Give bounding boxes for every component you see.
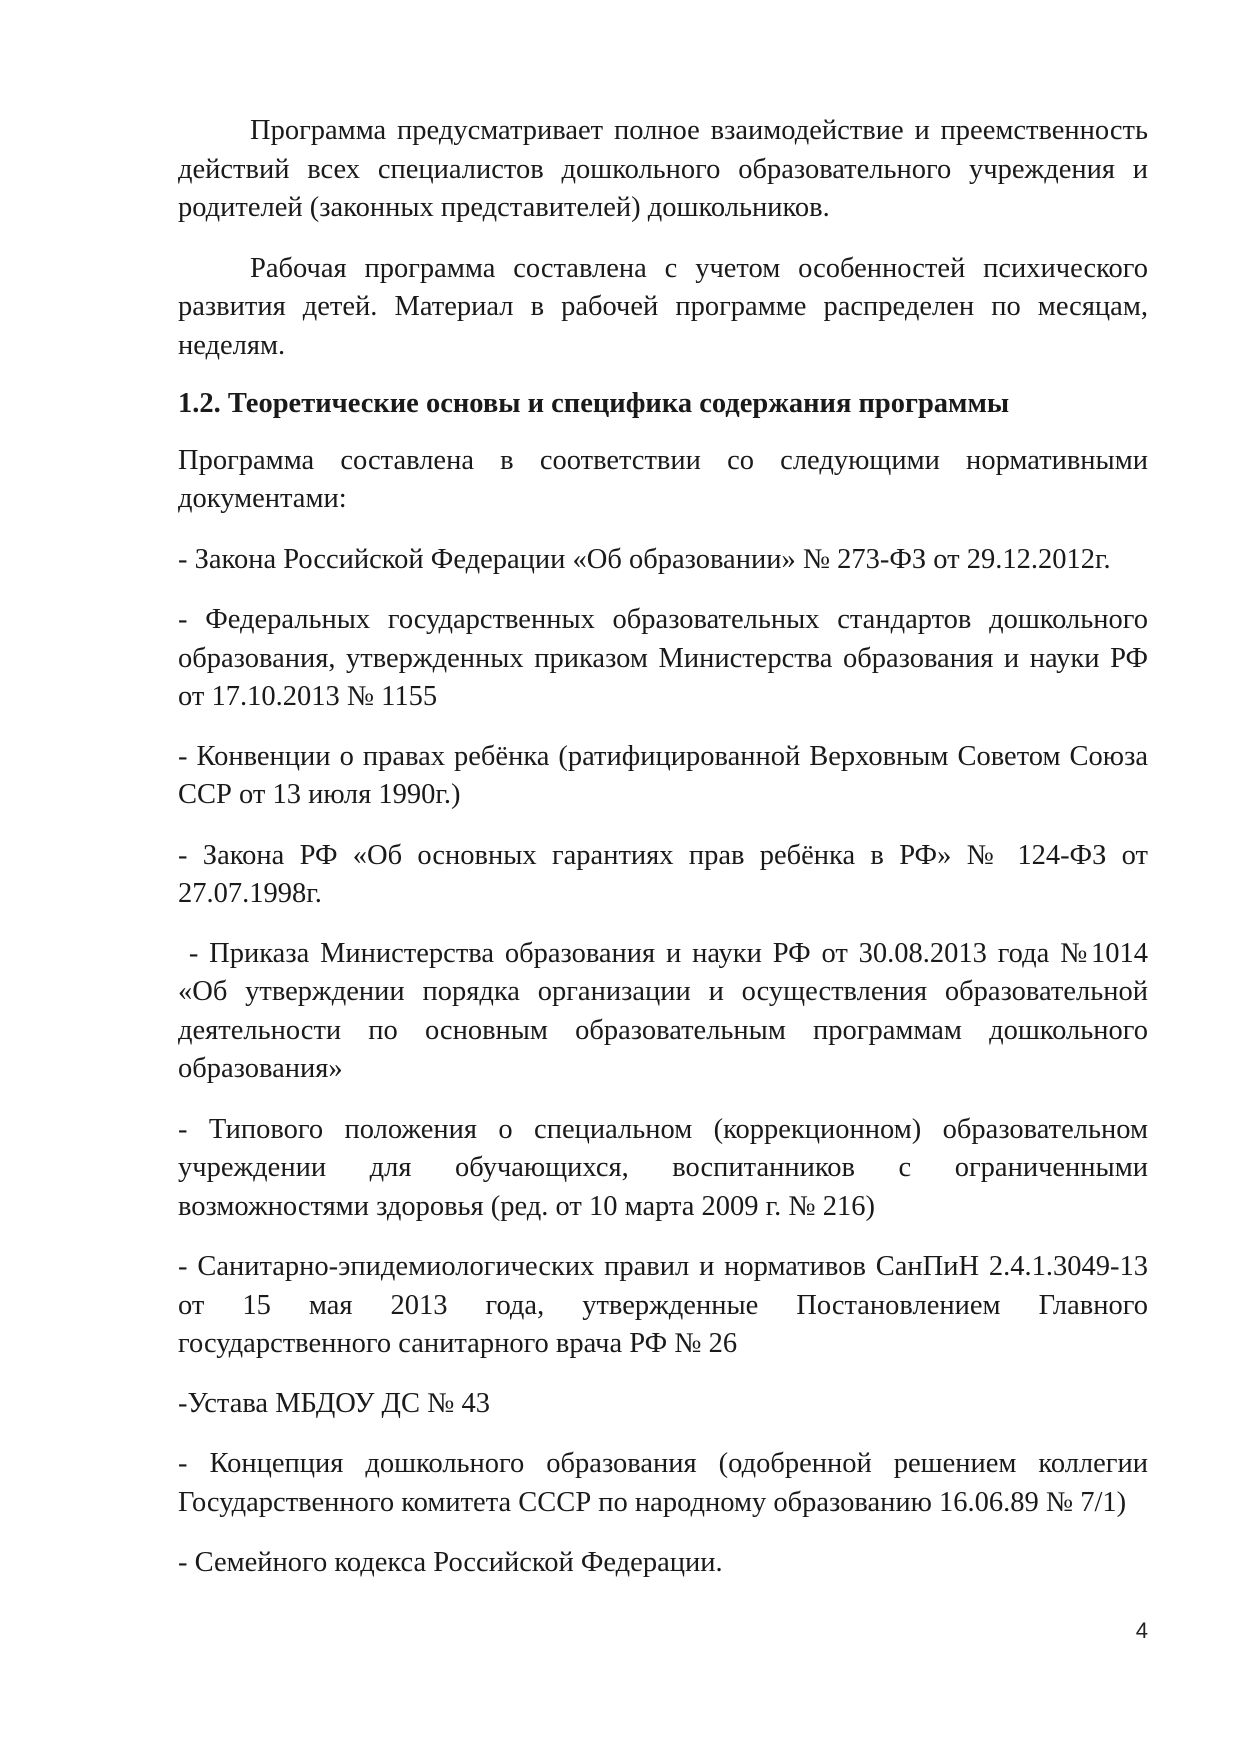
document-list-item: -Устава МБДОУ ДС № 43 <box>178 1387 490 1419</box>
paragraph-cooperation: Программа предусматривает полное взаимодействие и преемственность действий всех специалистов дошкольного образовательного учреждения и родителей (законных представителей) дошкольников. <box>178 115 1148 223</box>
document-list-item: - Федеральных государственных образовательных стандартов дошкольного образования, утвержденных приказом Министерства образования и науки РФ от 17.10.2013 № 1155 <box>178 604 1148 712</box>
section-heading: 1.2. Теоретические основы и специфика содержания программы <box>178 388 1010 419</box>
document-list-item: - Закона Российской Федерации «Об образовании» № 273-ФЗ от 29.12.2012г. <box>178 543 1111 575</box>
document-list-item: - Концепция дошкольного образования (одобренной решением коллегии Государственного комитета СССР по народному образованию 16.06.89 № 7/1) <box>178 1448 1148 1518</box>
page-number: 4 <box>1135 1618 1148 1643</box>
document-list-item: - Конвенции о правах ребёнка (ратифицированной Верховным Советом Союза ССР от 13 июля 1990г.) <box>178 740 1148 810</box>
document-list-item: - Закона РФ «Об основных гарантиях прав ребёнка в РФ» № 124-ФЗ от 27.07.1998г. <box>178 839 1148 909</box>
paragraph-work-program: Рабочая программа составлена с учетом особенностей психического развития детей. Материал в рабочей программе распределен по месяцам, неделям. <box>178 252 1148 361</box>
document-list-item: - Семейного кодекса Российской Федерации. <box>178 1547 723 1578</box>
section-intro: Программа составлена в соответствии со следующими нормативными документами: <box>178 444 1148 514</box>
document-list-item: - Типового положения о специальном (коррекционном) образовательном учреждении для обучающихся, воспитанников с ограниченными возможностями здоровья (ред. от 10 марта 2009 г. № 216) <box>178 1113 1148 1222</box>
document-body <box>178 112 1156 1583</box>
document-list-item: - Санитарно-эпидемиологических правил и нормативов СанПиН 2.4.1.3049-13 от 15 мая 2013 года, утвержденные Постановлением Главного государственного санитарного врача РФ № 26 <box>178 1251 1148 1359</box>
document-list-item: - Приказа Министерства образования и науки РФ от 30.08.2013 года №1014 «Об утверждении порядка организации и осуществления образовательной деятельности по основным образовательным программам дошкольного образования» <box>178 937 1156 1084</box>
